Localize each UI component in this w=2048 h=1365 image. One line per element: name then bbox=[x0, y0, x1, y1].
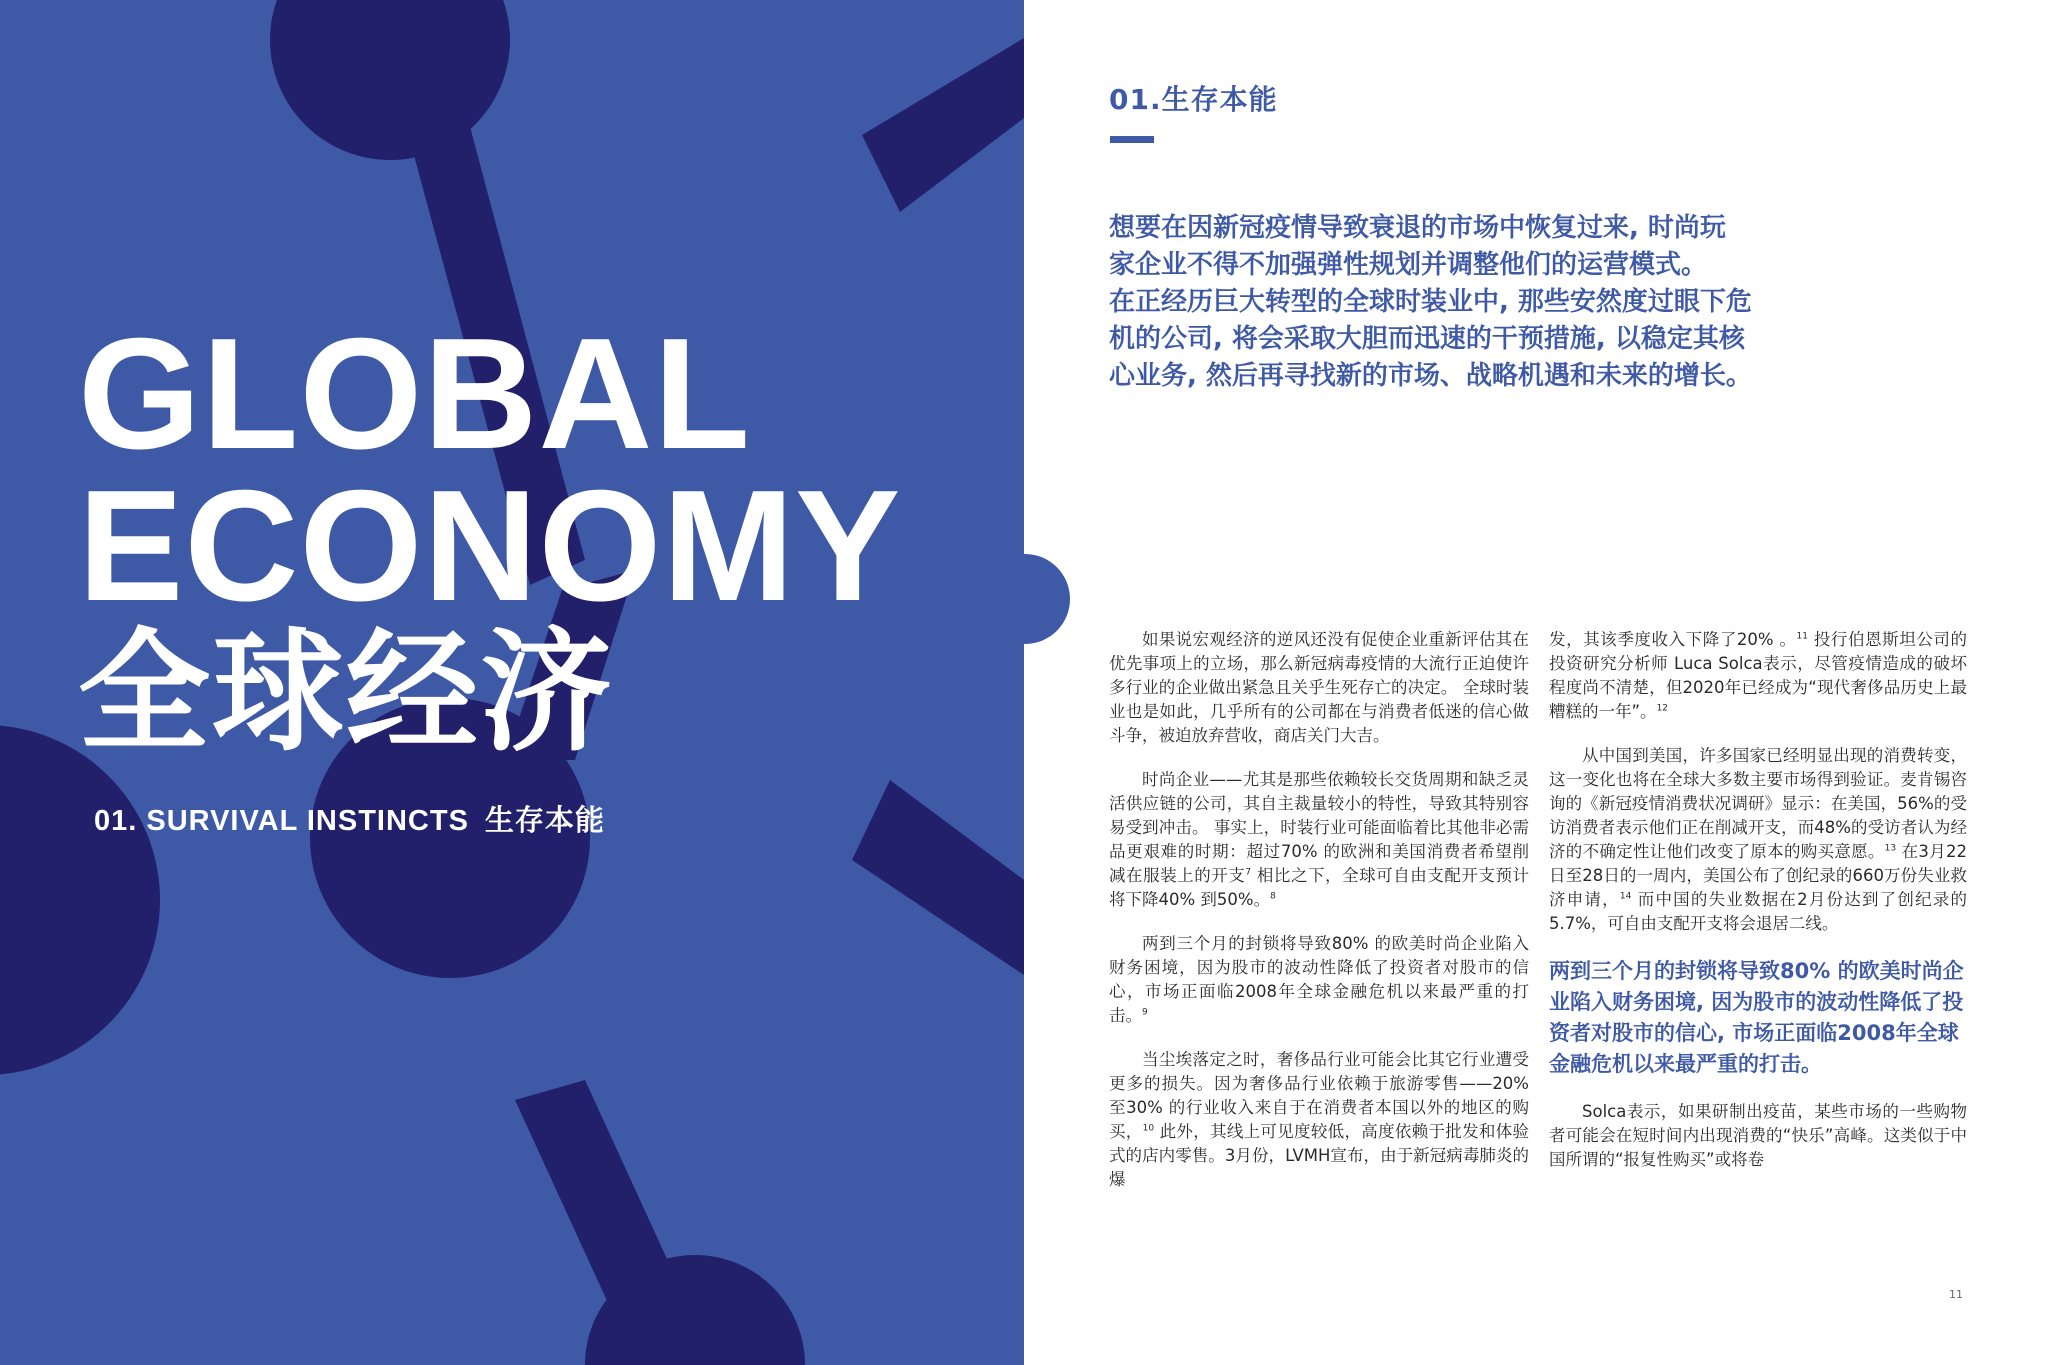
body-column-right bbox=[1549, 628, 1967, 1192]
body-paragraph: 两到三个月的封锁将导致80% 的欧美时尚企业陷入财务困境，因为股市的波动性降低了投资者对股市的信心，市场正面临2008年全球金融危机以来最严重的打击。$^9$ bbox=[1109, 934, 1529, 1025]
lead-line: 机的公司, 将会采取大胆而迅速的干预措施, 以稳定其核 bbox=[1109, 324, 1745, 354]
title-line: GLOBAL bbox=[78, 306, 752, 482]
blob-shape bbox=[0, 725, 160, 1075]
edge-circle-decoration bbox=[980, 554, 1070, 644]
lead-line: 心业务, 然后再寻找新的市场、战略机遇和未来的增长。 bbox=[1109, 361, 1752, 391]
body-column-left bbox=[1109, 628, 1529, 1212]
body-paragraph: 如果说宏观经济的逆风还没有促使企业重新评估其在优先事项上的立场，那么新冠病毒疫情的大流行正迫使许多行业的企业做出紧急且关乎生死存亡的决定。 全球时装业也是如此，几乎所有的公司都在与消费者低迷的信心做斗争，被迫放弃营收，商店关门大吉。 bbox=[1109, 630, 1529, 745]
body-paragraph: 从中国到美国，许多国家已经明显出现的消费转变，这一变化也将在全球大多数主要市场得到验证。麦肯锡咨询的《新冠疫情消费状况调研》显示：在美国，56%的受访消费者表示他们正在削减开支，而48%的受访者认为经济的不确定性让他们改变了原本的购买意愿。$^{13}$ 在3月22日至28日的一周内，美国公布了创纪录的660万份失业救济申请，$^{14}$ 而中国的失业数据在2月份达到了创纪录的5.7%，可自由支配开支将会退居二线。 bbox=[1549, 746, 1968, 933]
heading-underline bbox=[1110, 136, 1154, 143]
section-subtitle bbox=[94, 798, 605, 839]
lead-line: 家企业不得不加强弹性规划并调整他们的运营模式。 bbox=[1109, 250, 1708, 280]
stick-shape bbox=[852, 780, 1024, 975]
lead-paragraph bbox=[1109, 210, 1849, 395]
page-number: 11 bbox=[1949, 1288, 1963, 1301]
footnote-ref: 10 bbox=[1142, 1123, 1155, 1134]
stick-shape bbox=[862, 38, 1024, 212]
footnote-ref: 13 bbox=[1884, 843, 1897, 854]
title-chinese: 全球经济 bbox=[78, 616, 614, 770]
section-heading: 01.生存本能 bbox=[1109, 83, 1278, 116]
body-paragraph: 发，其该季度收入下降了20% 。$^{11}$ 投行伯恩斯坦公司的投资研究分析师 Luca Solca表示，尽管疫情造成的破坏程度尚不清楚，但2020年已经成为“现代奢侈品历史上最糟糕的一年”。$^{12}$ bbox=[1549, 630, 1967, 721]
body-paragraph: 时尚企业——尤其是那些依赖较长交货周期和缺乏灵活供应链的公司，其自主裁量较小的特性，导致其特别容易受到冲击。 事实上，时装行业可能面临着比其他非必需品更艰难的时期：超过70% 的欧洲和美国消费者希望削减在服装上的开支$^7$ 相比之下，全球可自由支配开支预计将下降40% 到50%。$^8$ bbox=[1109, 770, 1530, 909]
footnote-ref: 12 bbox=[1656, 703, 1669, 714]
blob-shape bbox=[270, 0, 510, 160]
footnote-ref: 9 bbox=[1142, 1007, 1148, 1018]
subtitle-chinese: 生存本能 bbox=[484, 803, 605, 837]
subtitle-english: 01. SURVIVAL INSTINCTS bbox=[94, 805, 469, 837]
lead-line: 想要在因新冠疫情导致衰退的市场中恢复过来, 时尚玩 bbox=[1109, 213, 1726, 243]
pull-quote: 两到三个月的封锁将导致80% 的欧美时尚企业陷入财务困境, 因为股市的波动性降低了投资者对股市的信心, 市场正面临2008年全球金融危机以来最严重的打击。 bbox=[1549, 959, 1964, 1076]
footnote-ref: 11 bbox=[1796, 631, 1808, 642]
body-paragraph: Solca表示，如果研制出疫苗，某些市场的一些购物者可能会在短时间内出现消费的“快乐”高峰。这类似于中国所谓的“报复性购买”或将卷 bbox=[1549, 1102, 1967, 1169]
footnote-ref: 14 bbox=[1619, 891, 1632, 902]
article-page bbox=[1024, 0, 2048, 1365]
footnote-ref: 7 bbox=[1245, 867, 1252, 878]
title-line: ECONOMY bbox=[78, 458, 902, 634]
footnote-ref: 8 bbox=[1270, 891, 1276, 902]
body-paragraph: 当尘埃落定之时，奢侈品行业可能会比其它行业遭受更多的损失。因为奢侈品行业依赖于旅游零售——20% 至30% 的行业收入来自于在消费者本国以外的地区的购买，$^{10}$ 此外，其线上可见度较低，高度依赖于批发和体验式的店内零售。3月份，LVMH宣布，由于新冠病毒肺炎的爆 bbox=[1109, 1050, 1529, 1189]
page-title bbox=[78, 306, 902, 634]
lead-line: 在正经历巨大转型的全球时装业中, 那些安然度过眼下危 bbox=[1109, 287, 1752, 317]
